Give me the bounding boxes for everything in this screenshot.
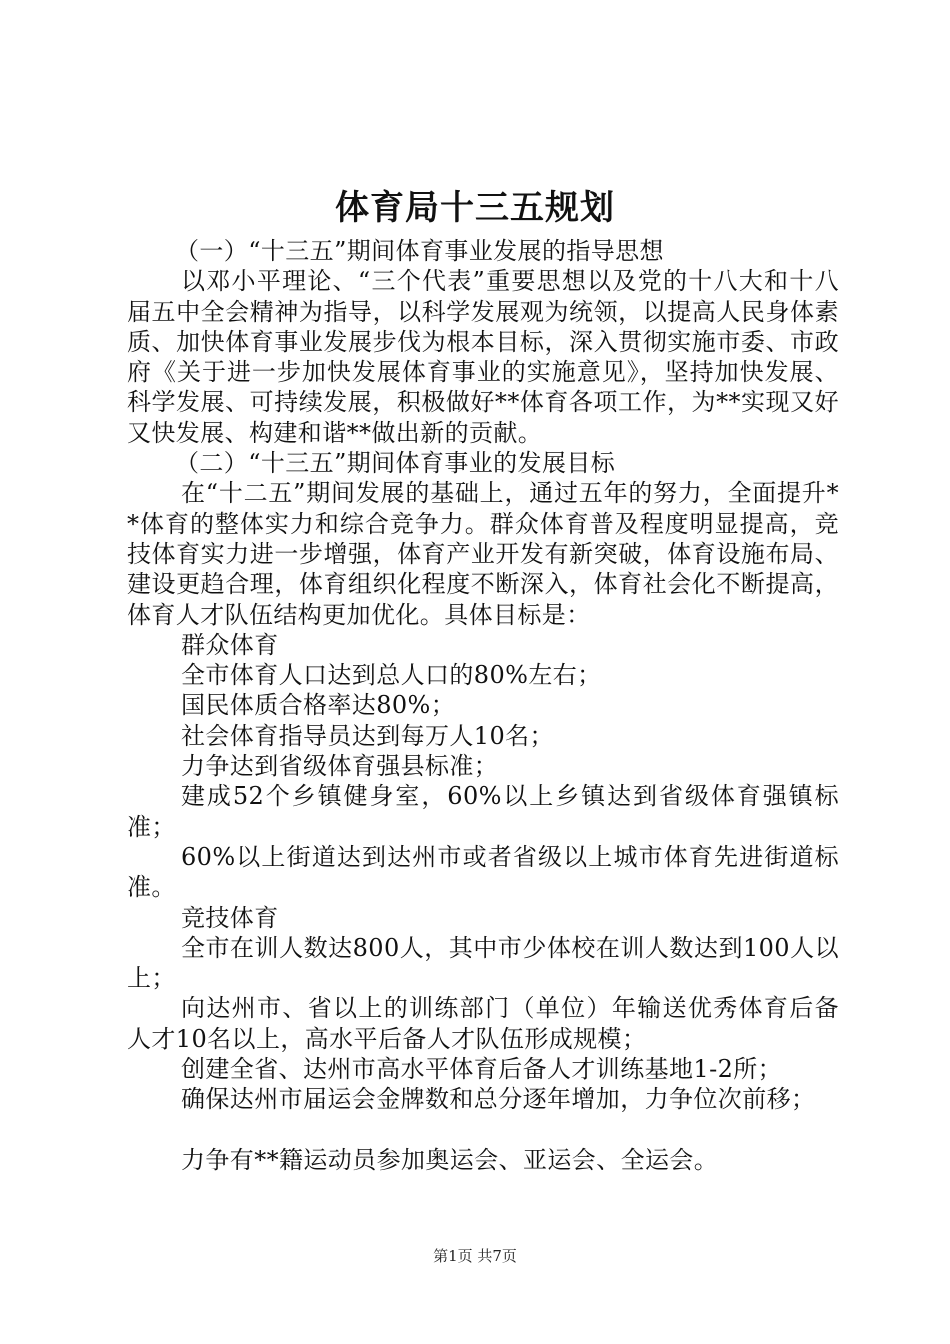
list-item: 向达州市、省以上的训练部门（单位）年输送优秀体育后备人才10名以上，高水平后备人才队伍形成规模；: [127, 994, 839, 1053]
subheading-mass-sports: 群众体育: [181, 630, 279, 659]
paragraph-guiding-ideology: 以邓小平理论、“三个代表”重要思想以及党的十八大和十八届五中全会精神为指导，以科学发展观为统领，以提高人民身体素质、加快体育事业发展步伐为根本目标，深入贯彻实施市委、市政府《关于进一步加快发展体育事业的实施意见》，坚持加快发展、科学发展、可持续发展，积极做好**体育各项工作，为**实现又好又快发展、构建和谐**做出新的贡献。: [127, 267, 839, 447]
page-footer: 第1页 共7页: [433, 1247, 517, 1265]
list-item: 社会体育指导员达到每万人10名；: [181, 721, 554, 750]
subheading-competitive-sports: 竞技体育: [181, 903, 279, 932]
document-title: 体育局十三五规划: [335, 188, 615, 228]
document-body: [127, 236, 839, 1175]
list-item: 力争达到省级体育强县标准；: [181, 752, 499, 781]
section-heading-guiding-ideology: （一）“十三五”期间体育事业发展的指导思想: [175, 237, 664, 265]
list-item: 60%以上街道达到达州市或者省级以上城市体育先进街道标准。: [127, 842, 839, 902]
list-item: 国民体质合格率达80%；: [181, 691, 456, 720]
section-heading-development-goals: （二）“十三五”期间体育事业的发展目标: [175, 449, 616, 478]
list-item: 全市体育人口达到总人口的80%左右；: [181, 661, 602, 690]
list-item: 力争有**籍运动员参加奥运会、亚运会、全运会。: [181, 1145, 719, 1174]
list-item: 确保达州市届运会金牌数和总分逐年增加，力争位次前移；: [181, 1085, 816, 1114]
list-item: 全市在训人数达800人，其中市少体校在训人数达到100人以上；: [127, 933, 839, 993]
paragraph-development-goals: 在“十二五”期间发展的基础上，通过五年的努力，全面提升**体育的整体实力和综合竞争力。群众体育普及程度明显提高，竞技体育实力进一步增强，体育产业开发有新突破，体育设施布局、建设更趋合理，体育组织化程度不断深入，体育社会化不断提高，体育人才队伍结构更加优化。具体目标是：: [127, 479, 839, 629]
list-item: 创建全省、达州市高水平体育后备人才训练基地1-2所；: [181, 1055, 783, 1084]
list-item: 建成52个乡镇健身室，60%以上乡镇达到省级体育强镇标准；: [127, 782, 839, 841]
